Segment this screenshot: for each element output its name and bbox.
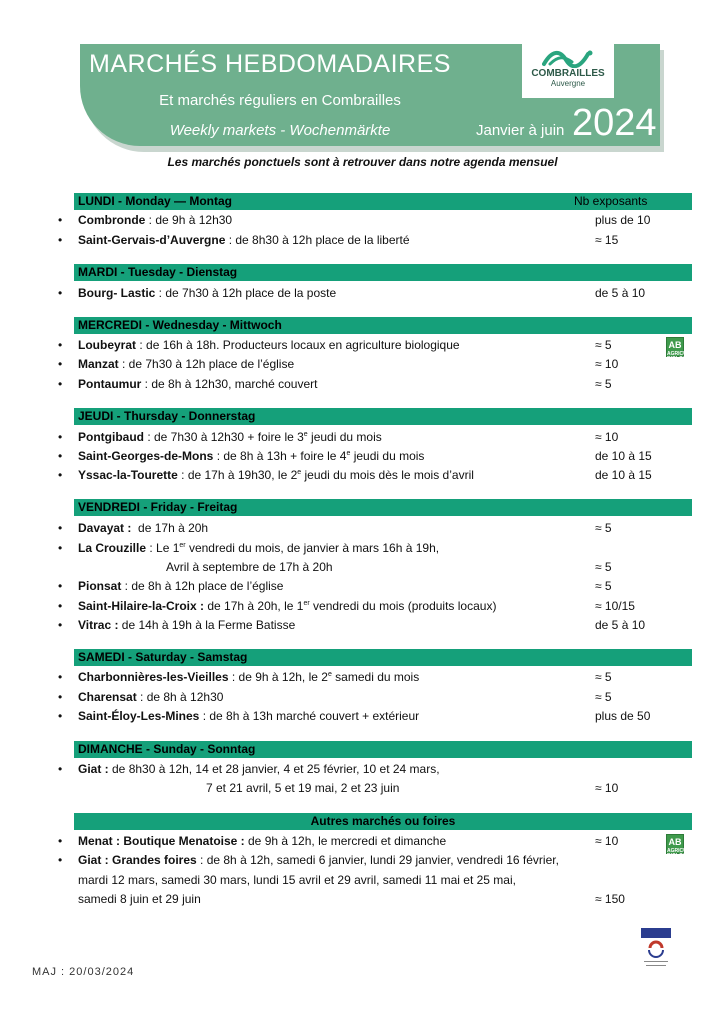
list-item <box>58 707 698 725</box>
logo-name: COMBRAILLES <box>531 68 605 79</box>
market-details: : de 9h à 12h, le 2 <box>228 670 328 684</box>
market-name: Combronde <box>78 213 146 227</box>
market-name: Saint-Georges-de-Mons <box>78 449 214 463</box>
bullet-icon: • <box>58 834 63 848</box>
list-item <box>58 428 698 446</box>
list-item <box>58 284 698 302</box>
market-details: jeudi du mois <box>350 449 425 463</box>
ordinal-suffix: e <box>303 431 308 438</box>
market-name: Saint-Gervais-d’Auvergne <box>78 233 226 247</box>
list-item <box>58 577 698 595</box>
ordinal-suffix: e <box>297 469 302 476</box>
market-details: : de 17h à 19h30, le 2 <box>177 468 298 482</box>
market-name: La Crouzille <box>78 541 147 555</box>
list-item-continuation <box>58 558 698 576</box>
exhibitor-count: ≈ 5 <box>595 579 612 593</box>
market-name: Giat : Grandes foires <box>78 853 197 867</box>
ordinal-suffix: er <box>179 542 186 549</box>
market-details: mardi 12 mars, samedi 30 mars, lundi 15 avril et 29 avril, samedi 11 mai et 25 mai, <box>78 873 516 887</box>
exhibitor-count: plus de 10 <box>595 213 651 227</box>
market-details: 7 et 21 avril, 5 et 19 mai, 2 et 23 juin <box>206 781 400 795</box>
section-bar-vendredi <box>74 499 692 516</box>
section-bar-dimanche <box>74 741 692 758</box>
list-item <box>58 668 698 686</box>
bullet-icon: • <box>58 618 63 632</box>
exhibitor-count: ≈ 150 <box>595 892 625 906</box>
bullet-icon: • <box>58 521 63 535</box>
section-title-autres: Autres marchés ou foires <box>310 814 456 828</box>
market-details: jeudi du mois <box>307 430 382 444</box>
market-details: : Le 1 <box>146 541 180 555</box>
bullet-icon: • <box>58 377 63 391</box>
section-bar-autres <box>74 813 692 830</box>
bullet-icon: • <box>58 430 63 444</box>
market-name: Pontaumur <box>78 377 142 391</box>
bullet-icon: • <box>58 599 63 613</box>
quality-tourism-icon <box>640 928 672 974</box>
market-details: de 14h à 19h à la Ferme Batisse <box>118 618 296 632</box>
ordinal-suffix: er <box>303 600 310 607</box>
bullet-icon: • <box>58 690 63 704</box>
logo-region: Auvergne <box>550 79 586 88</box>
list-item <box>58 848 704 869</box>
exhibitor-count: de 5 à 10 <box>595 618 646 632</box>
list-item <box>58 539 698 557</box>
list-item <box>58 832 698 850</box>
quality-tourism-logo <box>640 928 672 976</box>
exhibitors-header: Nb exposants <box>574 194 648 208</box>
market-details: de 17h à 20h, le 1 <box>204 599 304 613</box>
list-item <box>58 616 698 634</box>
exhibitor-count: ≈ 5 <box>595 690 612 704</box>
list-item <box>58 231 698 249</box>
bullet-icon: • <box>58 449 63 463</box>
intro-text: Les marchés ponctuels sont à retrouver dans notre agenda mensuel <box>167 155 558 169</box>
section-bar-samedi <box>74 649 692 666</box>
market-details: samedi 8 juin et 29 juin <box>78 892 201 906</box>
market-details: vendredi du mois (produits locaux) <box>309 599 497 613</box>
organic-label-text: AB <box>668 340 682 350</box>
bullet-icon: • <box>58 853 63 867</box>
list-item <box>58 466 698 484</box>
period-label: Janvier à juin <box>476 122 565 139</box>
list-item <box>58 519 698 537</box>
market-name: Saint-Éloy-Les-Mines <box>78 709 200 723</box>
list-item <box>58 211 698 229</box>
market-name: Loubeyrat <box>78 338 137 352</box>
exhibitor-count: ≈ 10 <box>595 781 619 795</box>
market-details: : de 16h à 18h. Producteurs locaux en agriculture biologique <box>136 338 460 352</box>
organic-label-text: AB <box>668 837 682 847</box>
exhibitor-count: de 10 à 15 <box>595 468 652 482</box>
section-title-lundi: LUNDI - Monday — Montag <box>78 194 232 208</box>
market-details: : de 8h à 13h marché couvert + extérieur <box>199 709 420 723</box>
market-details: : de 8h à 12h30 <box>136 690 224 704</box>
market-details: de 17h à 20h <box>131 521 209 535</box>
list-item <box>58 336 698 354</box>
combrailles-logo <box>522 44 614 98</box>
organic-label-sub: AGRICULTURE BIOLOGIQUE <box>667 848 704 859</box>
market-name: Manzat <box>78 357 119 371</box>
market-details: : de 8h à 12h, samedi 6 janvier, lundi 29 janvier, vendredi 16 février, <box>196 853 559 867</box>
list-item-continuation <box>58 871 698 889</box>
market-details: : de 8h à 13h + foire le 4 <box>213 449 347 463</box>
exhibitor-count: ≈ 5 <box>595 670 612 684</box>
section-title-dimanche: DIMANCHE - Sunday - Sonntag <box>78 742 256 756</box>
section-title-mardi: MARDI - Tuesday - Dienstag <box>78 265 238 279</box>
exhibitor-count: ≈ 5 <box>595 377 612 391</box>
exhibitor-count: plus de 50 <box>595 709 651 723</box>
market-details: samedi du mois <box>331 670 420 684</box>
market-name: Pionsat <box>78 579 122 593</box>
market-name: Saint-Hilaire-la-Croix : <box>78 599 205 613</box>
market-name: Vitrac : <box>78 618 119 632</box>
section-title-mercredi: MERCREDI - Wednesday - Mittwoch <box>78 318 282 332</box>
market-name: Menat : Boutique Menatoise : <box>78 834 245 848</box>
bullet-icon: • <box>58 286 63 300</box>
market-details: : de 7h30 à 12h30 + foire le 3 <box>144 430 304 444</box>
section-bar-mercredi <box>74 317 692 334</box>
bullet-icon: • <box>58 762 63 776</box>
list-item <box>58 760 698 778</box>
market-name: Yssac-la-Tourette <box>78 468 178 482</box>
bullet-icon: • <box>58 233 63 247</box>
page-title: MARCHÉS HEBDOMADAIRES <box>89 50 451 78</box>
market-details: jeudi du mois dès le mois d’avril <box>301 468 474 482</box>
market-name: Charensat <box>78 690 137 704</box>
exhibitor-count: ≈ 10/15 <box>595 599 635 613</box>
exhibitor-count: ≈ 15 <box>595 233 619 247</box>
bullet-icon: • <box>58 670 63 684</box>
exhibitor-count: ≈ 10 <box>595 430 619 444</box>
organic-label-sub: AGRICULTURE BIOLOGIQUE <box>667 351 704 362</box>
exhibitor-count: de 10 à 15 <box>595 449 652 463</box>
section-title-jeudi: JEUDI - Thursday - Donnerstag <box>78 409 256 423</box>
section-bar-lundi <box>74 193 692 210</box>
list-item <box>58 447 698 465</box>
market-details: : de 9h à 12h30 <box>145 213 233 227</box>
market-details: : de 7h30 à 12h place de la poste <box>155 286 337 300</box>
market-name: Pontgibaud <box>78 430 144 444</box>
exhibitor-count: ≈ 5 <box>595 560 612 574</box>
section-title-vendredi: VENDREDI - Friday - Freitag <box>78 500 238 514</box>
exhibitor-count: ≈ 10 <box>595 357 619 371</box>
list-item <box>58 355 698 373</box>
list-item-continuation <box>58 890 698 908</box>
page-subtitle: Et marchés réguliers en Combrailles <box>159 92 401 109</box>
list-item <box>58 375 698 393</box>
market-details: de 8h30 à 12h, 14 et 28 janvier, 4 et 25 février, 10 et 24 mars, <box>108 762 440 776</box>
exhibitor-count: ≈ 5 <box>595 521 612 535</box>
last-update: MAJ : 20/03/2024 <box>32 966 135 978</box>
market-details: : de 8h30 à 12h place de la liberté <box>225 233 410 247</box>
section-bar-mardi <box>74 264 692 281</box>
list-item-continuation <box>58 779 698 797</box>
market-name: Giat : <box>78 762 109 776</box>
logo-wave-icon <box>542 48 594 68</box>
market-name: Davayat : <box>78 521 132 535</box>
list-item <box>58 597 698 615</box>
organic-label-icon <box>666 337 704 362</box>
exhibitor-count: ≈ 5 <box>595 338 612 352</box>
market-details: : de 8h à 12h place de l’église <box>121 579 284 593</box>
market-name: Charbonnières-les-Vieilles <box>78 670 229 684</box>
ordinal-suffix: e <box>346 450 351 457</box>
bullet-icon: • <box>58 338 63 352</box>
list-item <box>58 688 698 706</box>
section-bar-jeudi <box>74 408 692 425</box>
market-details: Avril à septembre de 17h à 20h <box>166 560 333 574</box>
section-title-samedi: SAMEDI - Saturday - Samstag <box>78 650 248 664</box>
exhibitor-count: ≈ 10 <box>595 834 619 848</box>
bullet-icon: • <box>58 709 63 723</box>
market-details: vendredi du mois, de janvier à mars 16h à 19h, <box>185 541 440 555</box>
bullet-icon: • <box>58 541 63 555</box>
ordinal-suffix: e <box>327 671 332 678</box>
bullet-icon: • <box>58 468 63 482</box>
market-name: Bourg- Lastic <box>78 286 156 300</box>
market-details: : de 8h à 12h30, marché couvert <box>141 377 318 391</box>
bullet-icon: • <box>58 213 63 227</box>
market-details: : de 7h30 à 12h place de l’église <box>118 357 295 371</box>
bullet-icon: • <box>58 357 63 371</box>
market-details: de 9h à 12h, le mercredi et dimanche <box>244 834 447 848</box>
year-label: 2024 <box>572 102 657 144</box>
exhibitor-count: de 5 à 10 <box>595 286 646 300</box>
bullet-icon: • <box>58 579 63 593</box>
page-subtitle-translations: Weekly markets - Wochenmärkte <box>169 122 391 139</box>
